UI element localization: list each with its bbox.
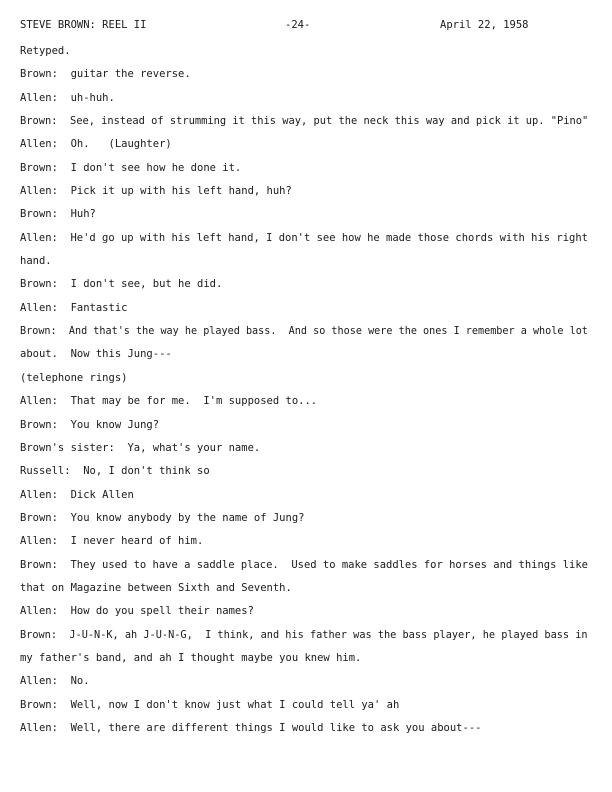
transcript-line: about. Now this Jung--- xyxy=(20,348,172,361)
transcript-line: that on Magazine between Sixth and Seventh. xyxy=(20,581,292,594)
transcript-body xyxy=(20,40,588,740)
transcript-line: Brown: Huh? xyxy=(20,208,96,221)
transcript-line: Brown: J-U-N-K, ah J-U-N-G, I think, and his father was the bass player, he played bass in xyxy=(20,628,588,641)
transcript-line: Allen: Oh. (Laughter) xyxy=(20,138,172,151)
transcript-line: Brown: And that's the way he played bass. And so those were the ones I remember a whole lot xyxy=(20,325,588,338)
transcript-line: Brown: guitar the reverse. xyxy=(20,68,191,81)
transcript-line: Brown: See, instead of strumming it this way, put the neck this way and pick it up. "Pino" xyxy=(20,115,589,128)
transcript-line: Allen: He'd go up with his left hand, I don't see how he made those chords with his right xyxy=(20,231,588,244)
transcript-line: Allen: How do you spell their names? xyxy=(20,605,254,618)
transcript-line: Brown: I don't see how he done it. xyxy=(20,161,242,174)
transcript-line: Brown's sister: Ya, what's your name. xyxy=(20,441,261,454)
transcript-line: Brown: You know Jung? xyxy=(20,418,160,431)
page-header xyxy=(20,19,592,35)
header-reel-title: STEVE BROWN: REEL II xyxy=(20,19,147,31)
transcript-line: (telephone rings) xyxy=(20,371,128,384)
transcript-line: Brown: Well, now I don't know just what I could tell ya' ah xyxy=(20,698,400,711)
transcript-line: Allen: That may be for me. I'm supposed to... xyxy=(20,395,318,408)
page-number: -24- xyxy=(285,19,311,31)
transcript-line: Russell: No, I don't think so xyxy=(20,465,210,478)
transcript-line: Brown: They used to have a saddle place. Used to make saddles for horses and things like xyxy=(20,558,588,571)
transcript-line: hand. xyxy=(20,255,52,268)
transcript-line: Allen: uh-huh. xyxy=(20,91,115,104)
transcript-line: Allen: I never heard of him. xyxy=(20,535,204,548)
transcript-line: Retyped. xyxy=(20,45,71,57)
transcript-line: Brown: You know anybody by the name of Jung? xyxy=(20,511,305,524)
transcript-line: my father's band, and ah I thought maybe you knew him. xyxy=(20,651,362,664)
transcript-line: Allen: Dick Allen xyxy=(20,488,134,501)
transcript-line: Brown: I don't see, but he did. xyxy=(20,278,223,291)
header-date: April 22, 1958 xyxy=(440,19,529,31)
transcript-line: Allen: Pick it up with his left hand, huh? xyxy=(20,185,292,198)
transcript-line: Allen: Well, there are different things I would like to ask you about--- xyxy=(20,721,482,734)
transcript-line: Allen: No. xyxy=(20,675,90,688)
transcript-line: Allen: Fantastic xyxy=(20,301,128,314)
